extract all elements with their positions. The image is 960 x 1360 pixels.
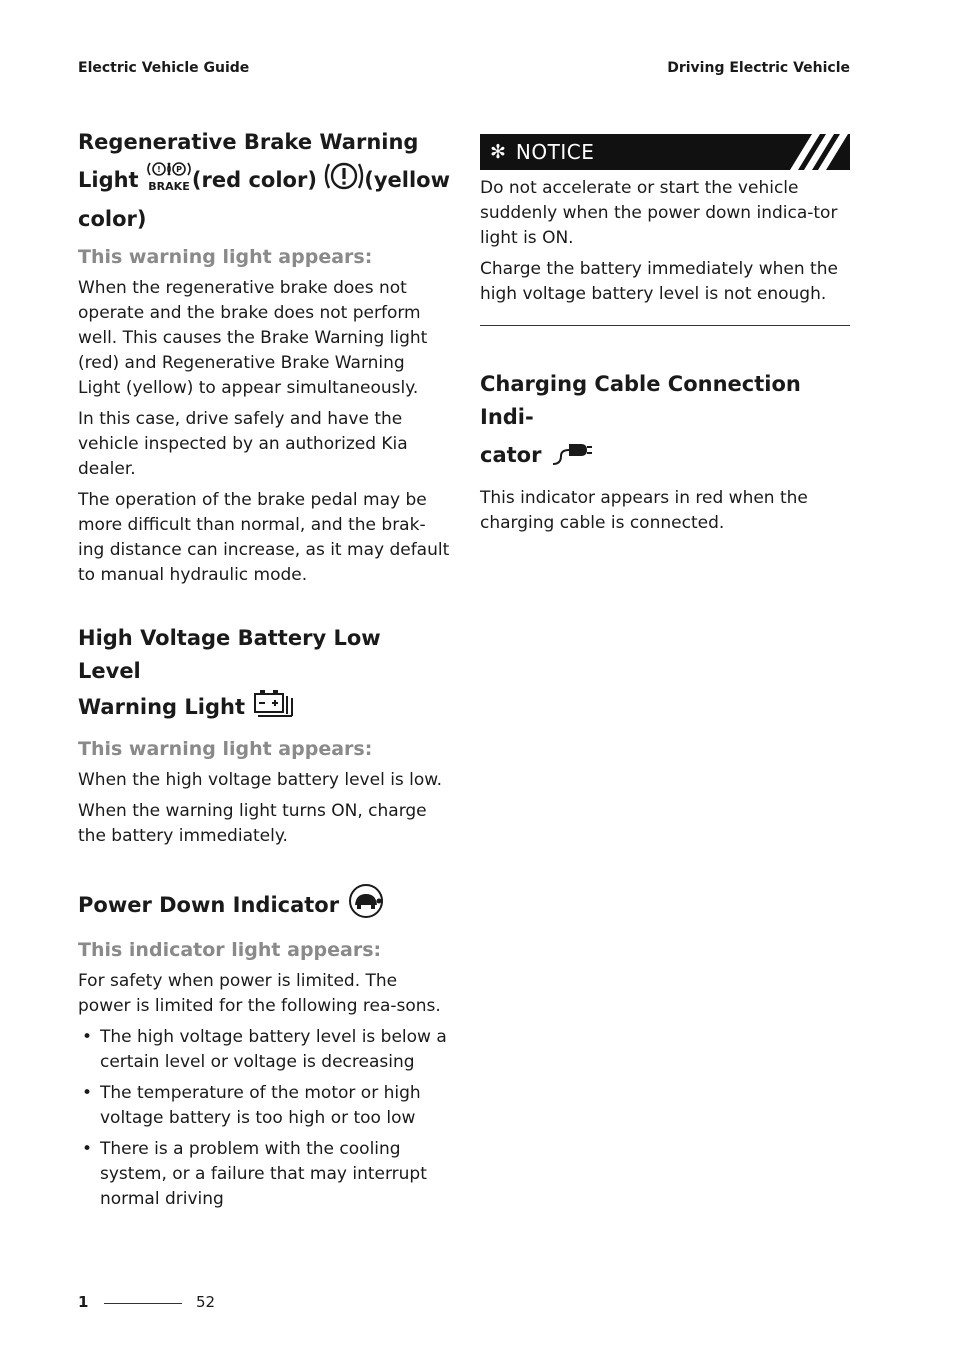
list-item: • The high voltage battery level is below a certain level or voltage is decreasing <box>78 1025 450 1075</box>
regen-brake-title <box>78 126 450 236</box>
regen-title-light: Light <box>78 168 139 192</box>
charging-title-line1: Charging Cable Connection Indi- <box>480 372 801 429</box>
left-column <box>78 126 450 1230</box>
header-right: Driving Electric Vehicle <box>667 60 850 76</box>
regen-title-color: color) <box>78 207 147 231</box>
power-paragraph-1: For safety when power is limited. The power is limited for the following rea-sons. <box>78 971 441 1016</box>
footer-chapter: 1 <box>78 1293 89 1311</box>
power-down-title <box>78 883 450 929</box>
charging-cable-section <box>480 368 850 536</box>
power-reasons-list <box>78 1025 450 1212</box>
regen-title-red: (red color) <box>191 168 317 192</box>
regen-paragraph-2: In this case, drive safely and have the vehicle inspected by an authorized Kia dealer. <box>78 409 408 479</box>
charging-cable-title <box>480 368 850 478</box>
svg-text:!: ! <box>157 165 161 174</box>
notice-paragraph-1: Do not accelerate or start the vehicle suddenly when the power down indica-tor light is ON. <box>480 178 838 248</box>
battery-title-line1: High Voltage Battery Low Level <box>78 626 381 683</box>
list-item: • There is a problem with the cooling system, or a failure that may interrupt normal driving <box>78 1137 450 1212</box>
charging-title-line2: cator <box>480 443 542 467</box>
svg-text:BRAKE: BRAKE <box>148 180 190 193</box>
regen-subhead: This warning light appears: <box>78 246 373 268</box>
battery-title-line2: Warning Light <box>78 695 245 719</box>
notice-star-icon: ✻ <box>490 141 506 163</box>
regen-paragraph-3: The operation of the brake pedal may be more difficult than normal, and the brak-ing distance can increase, as it may default to manual hydraulic mode. <box>78 490 450 585</box>
header-left: Electric Vehicle Guide <box>78 60 250 76</box>
notice-stripes-decoration <box>790 134 850 170</box>
power-title-text: Power Down Indicator <box>78 893 340 917</box>
right-column <box>480 126 850 542</box>
regen-title-line1: Regenerative Brake Warning <box>78 130 419 154</box>
battery-low-title <box>78 622 450 728</box>
notice-divider <box>480 325 850 326</box>
charging-paragraph-1: This indicator appears in red when the charging cable is connected. <box>480 488 808 533</box>
battery-paragraph-1: When the high voltage battery level is low. <box>78 770 443 790</box>
battery-subhead: This warning light appears: <box>78 738 373 760</box>
power-subhead: This indicator light appears: <box>78 939 382 961</box>
exclamation-warning-icon <box>324 159 364 203</box>
charging-plug-icon <box>549 434 593 478</box>
notice-paragraph-2: Charge the battery immediately when the high voltage battery level is not enough. <box>480 259 838 304</box>
regen-paragraph-1: When the regenerative brake does not operate and the brake does not perform well. This causes the Brake Warning light (red) and Regenerative Brake Warning Light (yellow) to appear simultaneously. <box>78 278 428 398</box>
footer-page-number: 52 <box>196 1293 216 1311</box>
turtle-icon <box>346 883 386 929</box>
battery-low-section <box>78 622 450 849</box>
list-item: • The temperature of the motor or high voltage battery is too high or too low <box>78 1081 450 1131</box>
brake-warning-icon <box>146 159 192 203</box>
battery-paragraph-2: When the warning light turns ON, charge the battery immediately. <box>78 801 427 846</box>
regen-title-yellow: (yellow <box>364 168 450 192</box>
footer-divider <box>104 1303 182 1304</box>
regen-brake-section <box>78 126 450 588</box>
svg-text:P: P <box>175 165 182 174</box>
power-down-section <box>78 883 450 1212</box>
notice-title: NOTICE <box>515 140 595 164</box>
battery-low-icon <box>252 688 296 728</box>
notice-banner <box>480 134 850 170</box>
